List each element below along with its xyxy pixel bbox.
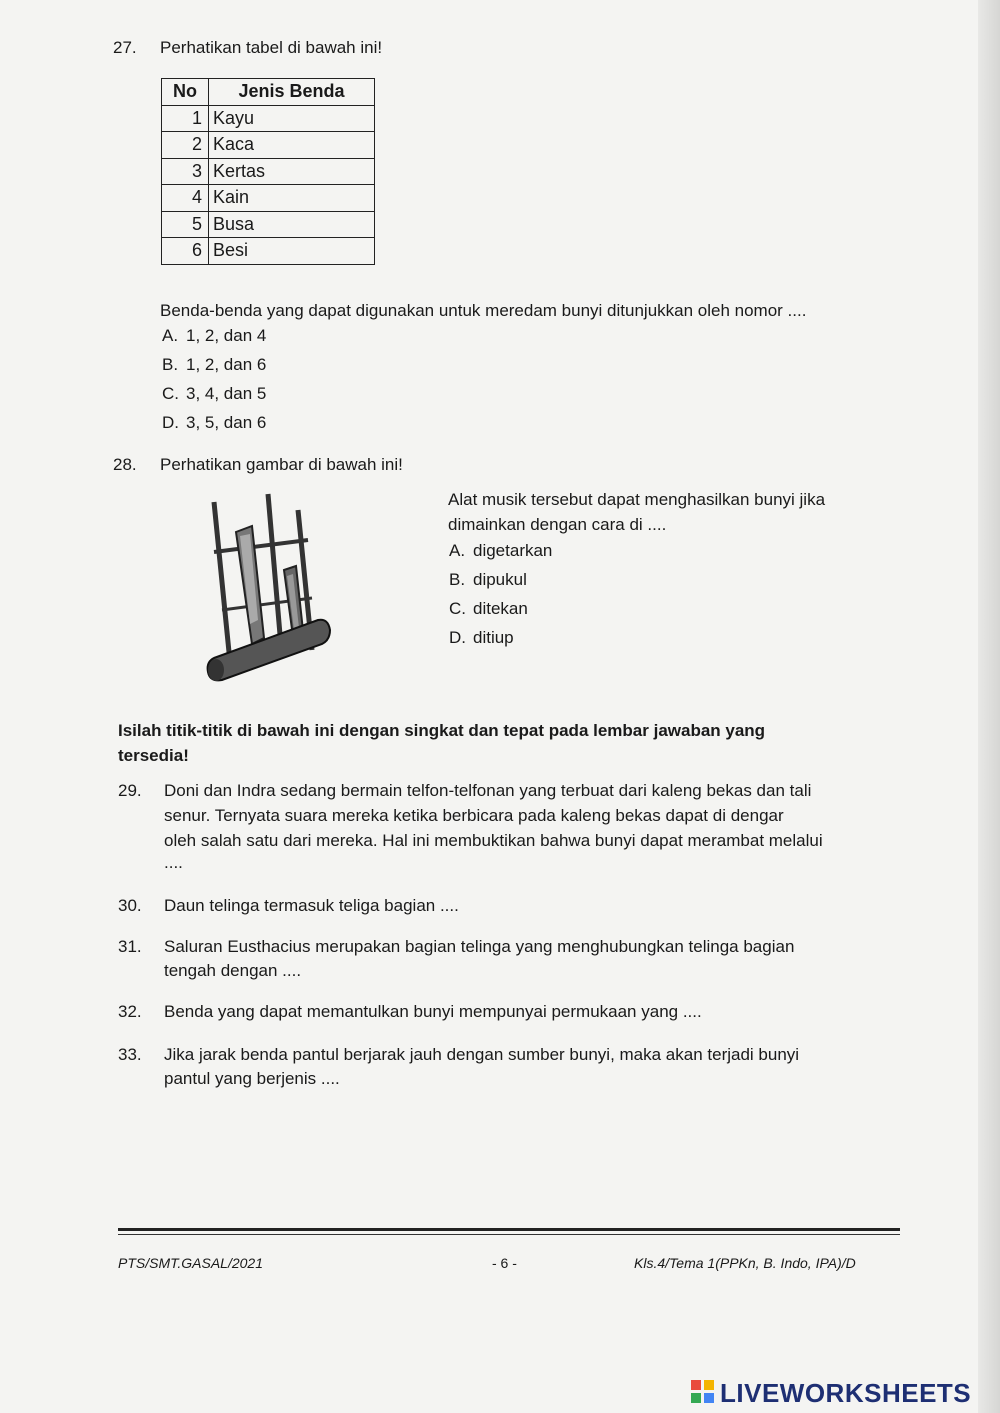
table-cell-name: Kertas bbox=[209, 158, 375, 185]
page-edge-shadow bbox=[978, 0, 1000, 1413]
q29-line4: .... bbox=[164, 853, 183, 872]
option-letter: A. bbox=[162, 326, 179, 345]
q28-option-b[interactable] bbox=[449, 570, 527, 590]
option-letter: B. bbox=[449, 570, 466, 589]
table-row bbox=[162, 238, 375, 265]
q31-number: 31. bbox=[118, 937, 142, 956]
footer-rule-thin bbox=[118, 1234, 900, 1235]
table-row bbox=[162, 105, 375, 132]
q27-option-d[interactable] bbox=[162, 413, 266, 433]
q28-number: 28. bbox=[113, 455, 137, 474]
option-text: 3, 5, dan 6 bbox=[186, 413, 267, 432]
table-header-no: No bbox=[162, 79, 209, 106]
footer-page-number: - 6 - bbox=[492, 1255, 517, 1271]
q29-number: 29. bbox=[118, 781, 142, 800]
q29-line2: senur. Ternyata suara mereka ketika berbicara pada kaleng bekas dapat di dengar bbox=[164, 806, 784, 825]
table-row bbox=[162, 158, 375, 185]
option-text: ditiup bbox=[473, 628, 514, 647]
table-cell-name: Kain bbox=[209, 185, 375, 212]
liveworksheets-logo-icon bbox=[690, 1379, 716, 1405]
table-cell-name: Busa bbox=[209, 211, 375, 238]
option-letter: D. bbox=[162, 413, 179, 432]
q27-option-b[interactable] bbox=[162, 355, 266, 375]
option-text: ditekan bbox=[473, 599, 528, 618]
table-row bbox=[162, 132, 375, 159]
q28-option-c[interactable] bbox=[449, 599, 528, 619]
q27-prompt: Perhatikan tabel di bawah ini! bbox=[160, 38, 383, 57]
instructions-line1: Isilah titik-titik di bawah ini dengan singkat dan tepat pada lembar jawaban yang bbox=[118, 721, 766, 740]
q27-number: 27. bbox=[113, 38, 137, 57]
q28-question-line2: dimainkan dengan cara di .... bbox=[448, 515, 667, 534]
table-row bbox=[162, 211, 375, 238]
q28-prompt: Perhatikan gambar di bawah ini! bbox=[160, 455, 403, 474]
footer-exam-code: PTS/SMT.GASAL/2021 bbox=[118, 1255, 263, 1271]
q28-option-d[interactable] bbox=[449, 628, 514, 648]
table-cell-no: 1 bbox=[162, 105, 209, 132]
table-cell-no: 5 bbox=[162, 211, 209, 238]
table-header-row bbox=[162, 79, 375, 106]
option-letter: D. bbox=[449, 628, 466, 647]
brand-name: LIVEWORKSHEETS bbox=[720, 1378, 972, 1408]
angklung-illustration bbox=[200, 490, 340, 685]
table-cell-no: 3 bbox=[162, 158, 209, 185]
option-text: digetarkan bbox=[473, 541, 553, 560]
q28-question-line1: Alat musik tersebut dapat menghasilkan bunyi jika bbox=[448, 490, 826, 509]
table-row bbox=[162, 185, 375, 212]
option-letter: A. bbox=[449, 541, 466, 560]
option-letter: B. bbox=[162, 355, 179, 374]
option-letter: C. bbox=[449, 599, 466, 618]
q33-line2: pantul yang berjenis .... bbox=[164, 1069, 340, 1088]
q32-line1: Benda yang dapat memantulkan bunyi mempunyai permukaan yang .... bbox=[164, 1002, 702, 1021]
option-text: 1, 2, dan 6 bbox=[186, 355, 267, 374]
option-text: dipukul bbox=[473, 570, 527, 589]
q33-number: 33. bbox=[118, 1045, 142, 1064]
option-text: 1, 2, dan 4 bbox=[186, 326, 267, 345]
q31-line1: Saluran Eusthacius merupakan bagian telinga yang menghubungkan telinga bagian bbox=[164, 937, 795, 956]
instructions-line2: tersedia! bbox=[118, 746, 189, 765]
q32-number: 32. bbox=[118, 1002, 142, 1021]
q29-line3: oleh salah satu dari mereka. Hal ini membuktikan bahwa bunyi dapat merambat melalui bbox=[164, 831, 823, 850]
q30-number: 30. bbox=[118, 896, 142, 915]
q27-table bbox=[161, 78, 375, 265]
footer-rule-thick bbox=[118, 1228, 900, 1231]
q30-line1: Daun telinga termasuk teliga bagian .... bbox=[164, 896, 459, 915]
table-cell-name: Kaca bbox=[209, 132, 375, 159]
q27-question: Benda-benda yang dapat digunakan untuk meredam bunyi ditunjukkan oleh nomor .... bbox=[160, 301, 807, 320]
q27-option-a[interactable] bbox=[162, 326, 266, 346]
footer-class-info: Kls.4/Tema 1(PPKn, B. Indo, IPA)/D bbox=[634, 1255, 856, 1271]
q33-line1: Jika jarak benda pantul berjarak jauh dengan sumber bunyi, maka akan terjadi bunyi bbox=[164, 1045, 800, 1064]
option-text: 3, 4, dan 5 bbox=[186, 384, 267, 403]
table-cell-name: Kayu bbox=[209, 105, 375, 132]
table-cell-name: Besi bbox=[209, 238, 375, 265]
table-cell-no: 4 bbox=[162, 185, 209, 212]
table-cell-no: 6 bbox=[162, 238, 209, 265]
table-header-name: Jenis Benda bbox=[209, 79, 375, 106]
q31-line2: tengah dengan .... bbox=[164, 961, 302, 980]
q27-option-c[interactable] bbox=[162, 384, 266, 404]
q28-option-a[interactable] bbox=[449, 541, 552, 561]
table-cell-no: 2 bbox=[162, 132, 209, 159]
option-letter: C. bbox=[162, 384, 179, 403]
q29-line1: Doni dan Indra sedang bermain telfon-telfonan yang terbuat dari kaleng bekas dan tali bbox=[164, 781, 812, 800]
